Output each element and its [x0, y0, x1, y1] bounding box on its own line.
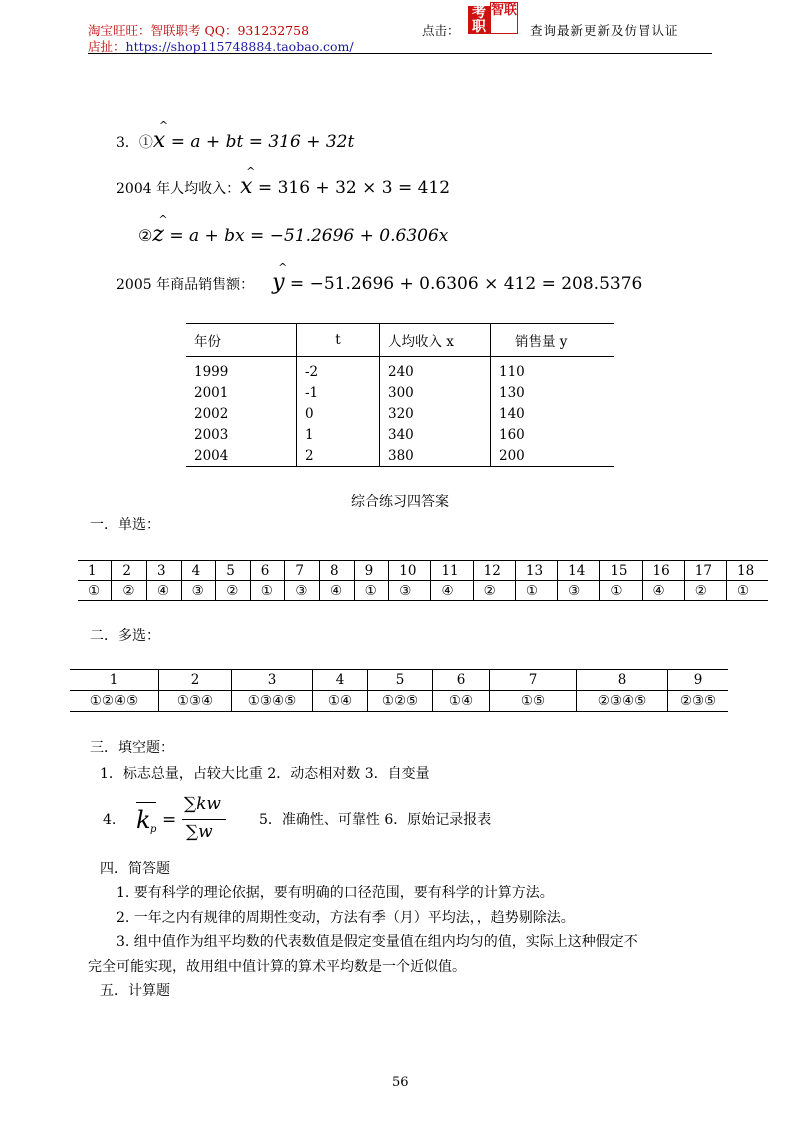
q-number: 8: [577, 670, 668, 691]
answers-title: 综合练习四答案: [351, 494, 449, 510]
eq3-line: [138, 213, 449, 247]
table-cell: 240: [380, 361, 491, 382]
answer-cell: ①④: [313, 691, 368, 712]
table-cell: 2003: [194, 426, 229, 443]
weighted-index-formula: [134, 792, 234, 848]
header-click-label: 点击：: [422, 23, 460, 38]
equals-sign: =: [162, 810, 177, 830]
table-cell: 320: [380, 403, 491, 424]
shop-address-label: 店扯：: [88, 39, 126, 54]
eq1-body: = a + bt = 316 + 32t: [165, 132, 355, 152]
answer-cell: ②: [112, 581, 147, 601]
page-number: 56: [392, 1075, 409, 1090]
q-number: 6: [250, 561, 285, 581]
answer-cell: ③: [285, 581, 320, 601]
eq2-var: x: [240, 174, 253, 199]
header-cell: t: [297, 324, 380, 357]
fraction-bar: [182, 819, 226, 820]
header-cell: 人均收入 x: [380, 324, 491, 357]
table-cell: 380: [380, 445, 491, 467]
q-number: 14: [558, 561, 600, 581]
q-number: 9: [354, 561, 389, 581]
brand-logo[interactable]: [468, 2, 518, 36]
table-cell: 130: [491, 382, 615, 403]
answer-cell: ①: [515, 581, 557, 601]
logo-block-right: 智联: [490, 2, 518, 34]
answer-cell: ①③④⑤: [232, 691, 313, 712]
calc-label: 五．计算题: [100, 983, 170, 999]
table-cell: 140: [491, 403, 615, 424]
table-row: [186, 361, 614, 382]
hat-mark: ^: [158, 119, 169, 132]
answer-cell: ①③④: [159, 691, 232, 712]
table-cell: 300: [380, 382, 491, 403]
single-choice-table: [78, 560, 768, 601]
answer-cell: ③: [558, 581, 600, 601]
overline: [136, 802, 156, 803]
header-line1-left: 淘宝旺旺：智联职考 QQ：931232758: [88, 23, 310, 38]
answer-cell: ②: [473, 581, 515, 601]
table-cell: 2001: [194, 384, 229, 401]
answer-cell: ②③④⑤: [577, 691, 668, 712]
eq4-label: 2005 年商品销售额：: [116, 277, 255, 293]
answer-row: [78, 581, 768, 601]
table-cell: 2004: [194, 447, 229, 464]
table-cell: 2002: [194, 405, 229, 422]
q-number: 2: [159, 670, 232, 691]
q-number: 1: [78, 561, 112, 581]
header-cell: 销售量 y: [491, 324, 615, 357]
table-cell: 110: [491, 361, 615, 382]
answer-cell: ①: [600, 581, 642, 601]
q-number: 1: [70, 670, 159, 691]
answer-cell: ①②④⑤: [89, 693, 139, 709]
q-number: 5: [216, 561, 251, 581]
answer-cell: ①②⑤: [368, 691, 433, 712]
answer-cell: ①⑤: [490, 691, 577, 712]
answer-cell: ④: [146, 581, 181, 601]
q-number: 5: [368, 670, 433, 691]
table-cell: 160: [491, 424, 615, 445]
q-number: 18: [726, 561, 768, 581]
table-cell: 0: [297, 403, 380, 424]
answer-cell: ②: [216, 581, 251, 601]
logo-char-c: 职: [472, 19, 486, 35]
header-cell: 年份: [186, 324, 297, 357]
short-answer-item: 3. 组中值作为组平均数的代表数值是假定变量值在组内均匀的值，实际上这种假定不: [116, 934, 638, 950]
eq2-body: = 316 + 32 × 3 = 412: [252, 178, 451, 198]
hat-mark: ^: [246, 165, 256, 178]
eq3-var: z: [152, 222, 164, 247]
short-answer-item: 2. 一年之内有规律的周期性变动，方法有季（月）平均法，，趋势剔除法。: [116, 910, 575, 926]
q-number: 11: [431, 561, 473, 581]
table-cell: 1999: [194, 363, 229, 380]
q-number: 12: [473, 561, 515, 581]
answer-cell: ①: [88, 582, 101, 599]
header-rule: [88, 53, 712, 54]
short-answer-item: 1. 要有科学的理论依据，要有明确的口径范围，要有科学的计算方法。: [116, 885, 554, 901]
multi-choice-table: [70, 669, 728, 712]
answer-cell: ④: [642, 581, 684, 601]
answer-row: [70, 691, 728, 712]
table-row: [186, 424, 614, 445]
answer-cell: ①④: [433, 691, 490, 712]
income-sales-table: [186, 323, 614, 467]
q-number: 4: [313, 670, 368, 691]
shop-url-link[interactable]: https://shop115748884.taobao.com/: [125, 39, 354, 54]
logo-char-a: 考: [472, 5, 486, 21]
single-choice-label: 一．单选：: [90, 517, 160, 533]
hat-mark: ^: [278, 261, 288, 274]
table-cell: -1: [297, 382, 380, 403]
q-number: 3: [146, 561, 181, 581]
frac-denominator: ∑w: [186, 822, 213, 842]
eq1-line: [116, 119, 355, 153]
eq4-line: [116, 261, 643, 295]
q-number: 9: [668, 670, 729, 691]
answer-cell: ③: [389, 581, 431, 601]
q-number: 2: [112, 561, 147, 581]
q-number: 7: [490, 670, 577, 691]
fill-item4-num: 4.: [103, 812, 117, 828]
q-number: 3: [232, 670, 313, 691]
answer-cell: ②③⑤: [668, 691, 729, 712]
question-number-row: [70, 670, 728, 691]
q-number: 4: [181, 561, 216, 581]
q-number: 13: [515, 561, 557, 581]
answer-cell: ④: [431, 581, 473, 601]
logo-block-left: [468, 6, 490, 34]
table-row: [186, 382, 614, 403]
header-line1-right: 查询最新更新及仿冒认证: [530, 23, 679, 38]
table-cell: 1: [297, 424, 380, 445]
q-number: 6: [433, 670, 490, 691]
fill-blank-label: 三．填空题：: [90, 740, 174, 756]
q-number: 8: [320, 561, 355, 581]
q-number: 7: [285, 561, 320, 581]
q-number: 10: [389, 561, 431, 581]
frac-numerator: ∑kw: [184, 794, 221, 814]
eq4-body: = −51.2696 + 0.6306 × 412 = 208.5376: [284, 274, 643, 294]
fill-blank-line1: 1．标志总量，占较大比重 2．动态相对数 3．自变量: [100, 766, 430, 782]
table-cell: 340: [380, 424, 491, 445]
answer-cell: ①: [726, 581, 768, 601]
hat-mark: ^: [158, 213, 168, 226]
question-number-row: [78, 561, 768, 581]
item2-label: ②: [138, 226, 153, 245]
q-number: 15: [600, 561, 642, 581]
kp-subscript: p: [150, 824, 157, 835]
answer-cell: ④: [320, 581, 355, 601]
table-cell: 2: [297, 445, 380, 467]
eq2-label: 2004 年人均收入：: [116, 181, 241, 197]
answer-cell: ③: [181, 581, 216, 601]
multi-choice-label: 二．多选：: [90, 628, 160, 644]
table-row: [186, 403, 614, 424]
kp-k: k: [136, 806, 151, 834]
fill-blank-line2: 5．准确性、可靠性 6．原始记录报表: [259, 812, 492, 828]
table-cell: -2: [297, 361, 380, 382]
table-cell: 200: [491, 445, 615, 467]
eq4-var: y: [272, 270, 285, 295]
table-row: [186, 445, 614, 467]
item3-label: 3．①: [116, 135, 153, 151]
answer-cell: ②: [684, 581, 726, 601]
table-header-row: [186, 324, 614, 357]
short-answer-label: 四．简答题: [100, 861, 170, 877]
eq2-line: [116, 165, 451, 199]
answer-cell: ①: [250, 581, 285, 601]
eq1-var: x: [152, 128, 166, 153]
answer-cell: ①: [354, 581, 389, 601]
short-answer-continuation: 完全可能实现，故用组中值计算的算术平均数是一个近似值。: [88, 959, 466, 975]
q-number: 17: [684, 561, 726, 581]
q-number: 16: [642, 561, 684, 581]
eq3-body: = a + bx = −51.2696 + 0.6306x: [163, 226, 449, 246]
